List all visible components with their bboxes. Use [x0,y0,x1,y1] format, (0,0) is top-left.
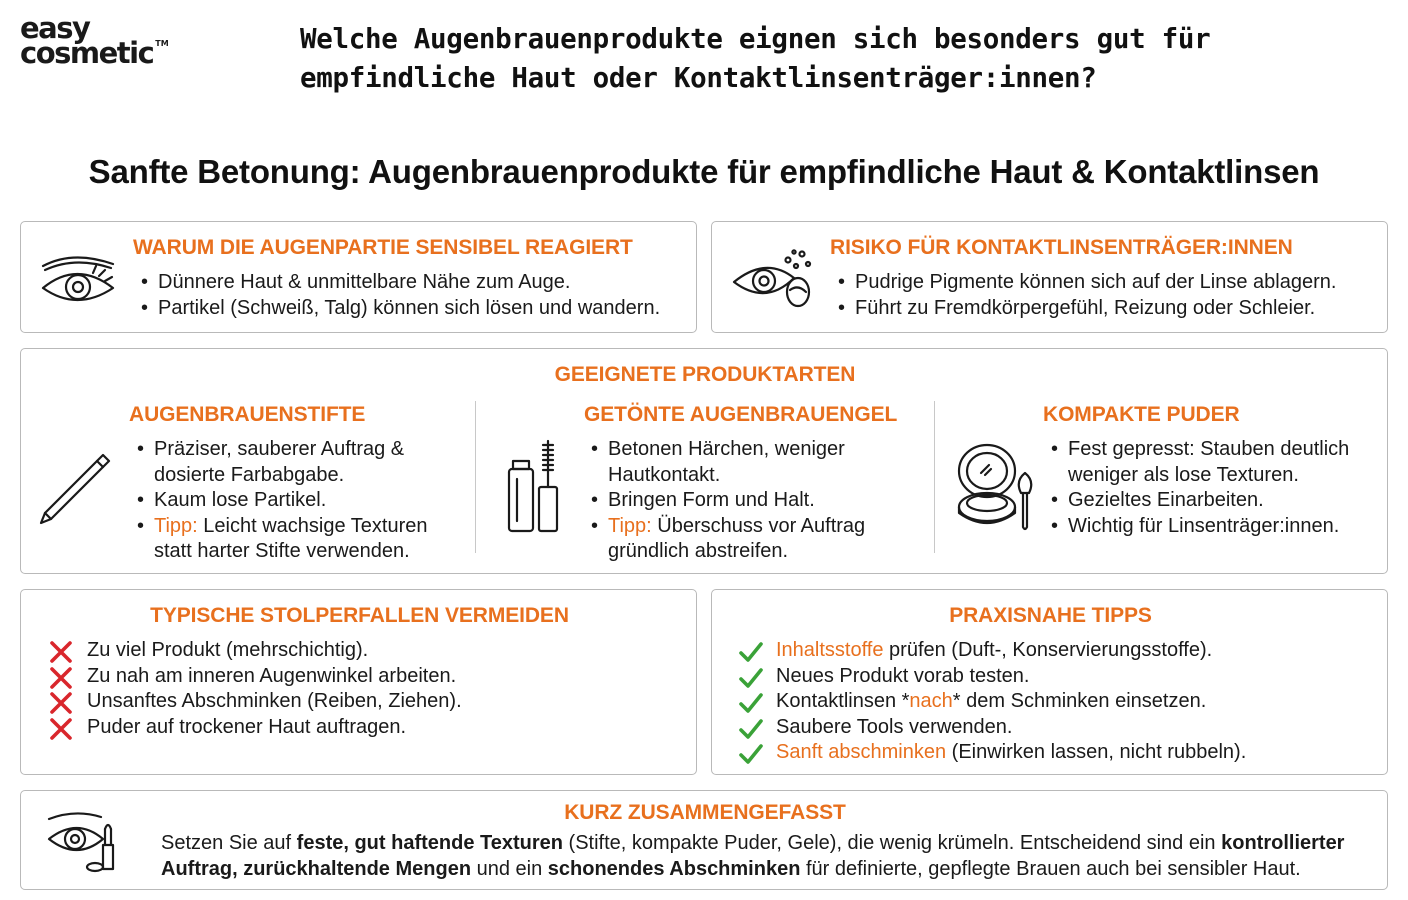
pitfall-item: Zu nah am inneren Augenwinkel arbeiten. [49,664,462,690]
eye-contact-lens-icon [730,244,816,312]
pencils-title: AUGENBRAUENSTIFTE [129,403,366,426]
risk-item: • Pudrige Pigmente können sich auf der Linse ablagern. [838,270,1336,296]
powder-title: KOMPAKTE PUDER [1043,403,1240,426]
column-divider [934,401,935,553]
pitfalls-list [49,638,462,740]
pitfall-item: Zu viel Produkt (mehrschichtig). [49,638,462,664]
pencils-item: • Präziser, sauberer Auftrag & dosierte Farbabgabe. [137,437,428,488]
logo-trademark: TM [155,38,169,48]
products-title: GEEIGNETE PRODUKTARTEN [554,363,856,386]
logo-line-1: easy [20,11,90,45]
powder-list [1051,437,1349,539]
contact-lens-risk-card [711,221,1388,333]
eye-lipstick-icon [45,809,121,873]
check-icon [738,743,764,773]
risk-list [838,270,1336,321]
pitfall-item: Unsanftes Abschminken (Reiben, Ziehen). [49,689,462,715]
column-divider [475,401,476,553]
page-title: Sanfte Betonung: Augenbrauenprodukte für empfindliche Haut & Kontaktlinsen [88,153,1320,190]
practical-tips-card [711,589,1388,775]
why-item: • Partikel (Schweiß, Talg) können sich lösen und wandern. [141,296,660,322]
powder-item: • Wichtig für Linsenträger:innen. [1051,514,1349,540]
pencils-item: • Kaum lose Partikel. [137,488,428,514]
brand-logo [20,11,169,70]
cross-icon [49,718,73,748]
tips-list [738,638,1246,766]
tip-item: Neues Produkt vorab testen. [738,664,1246,690]
gel-item: • Bringen Form und Halt. [591,488,865,514]
pencil-icon [37,447,117,527]
summary-text: Setzen Sie auf feste, gut haftende Texturen (Stifte, kompakte Puder, Gele), die wenig krümeln. Entscheidend sind ein kontrollierter Auftrag, zurückhaltende Mengen und ein schonendes Abschminken für definierte, gepflegte Brauen auch bei sensibler Haut. [161,832,1345,880]
pencils-tip: • Tipp: Leicht wachsige Texturen statt harter Stifte verwenden. [137,514,428,565]
summary-card [20,790,1388,890]
gel-item: • Betonen Härchen, weniger Hautkontakt. [591,437,865,488]
question-heading: Welche Augenbrauenprodukte eignen sich besonders gut für empfindliche Haut oder Kontaktlinsenträger:innen? [300,23,1211,94]
tip-item: Sanft abschminken (Einwirken lassen, nicht rubbeln). [738,740,1246,766]
gel-list [591,437,865,565]
pitfalls-title: TYPISCHE STOLPERFALLEN VERMEIDEN [150,604,569,627]
gel-tip: • Tipp: Überschuss vor Auftrag gründlich abstreifen. [591,514,865,565]
pencils-list [137,437,428,565]
pitfall-item: Puder auf trockener Haut auftragen. [49,715,462,741]
risk-item: • Führt zu Fremdkörpergefühl, Reizung oder Schleier. [838,296,1336,322]
why-sensitive-card [20,221,697,333]
powder-item: • Gezieltes Einarbeiten. [1051,488,1349,514]
tip-item: Saubere Tools verwenden. [738,715,1246,741]
logo-line-2: cosmetic [20,35,154,70]
why-title: WARUM DIE AUGENPARTIE SENSIBEL REAGIERT [133,236,633,259]
product-types-card [20,348,1388,574]
tip-item: Kontaktlinsen *nach* dem Schminken einsetzen. [738,689,1246,715]
why-item: • Dünnere Haut & unmittelbare Nähe zum Auge. [141,270,660,296]
gel-title: GETÖNTE AUGENBRAUENGEL [584,403,898,426]
tips-title: PRAXISNAHE TIPPS [949,604,1152,627]
risk-title: RISIKO FÜR KONTAKTLINSENTRÄGER:INNEN [830,236,1293,259]
pitfalls-card [20,589,697,775]
compact-powder-icon [955,441,1041,533]
eye-icon [39,248,119,308]
summary-title: KURZ ZUSAMMENGEFASST [564,801,846,824]
brow-gel-icon [505,435,567,535]
why-list [141,270,660,321]
tip-item: Inhaltsstoffe prüfen (Duft-, Konservierungsstoffe). [738,638,1246,664]
powder-item: • Fest gepresst: Stauben deutlich weniger als lose Texturen. [1051,437,1349,488]
